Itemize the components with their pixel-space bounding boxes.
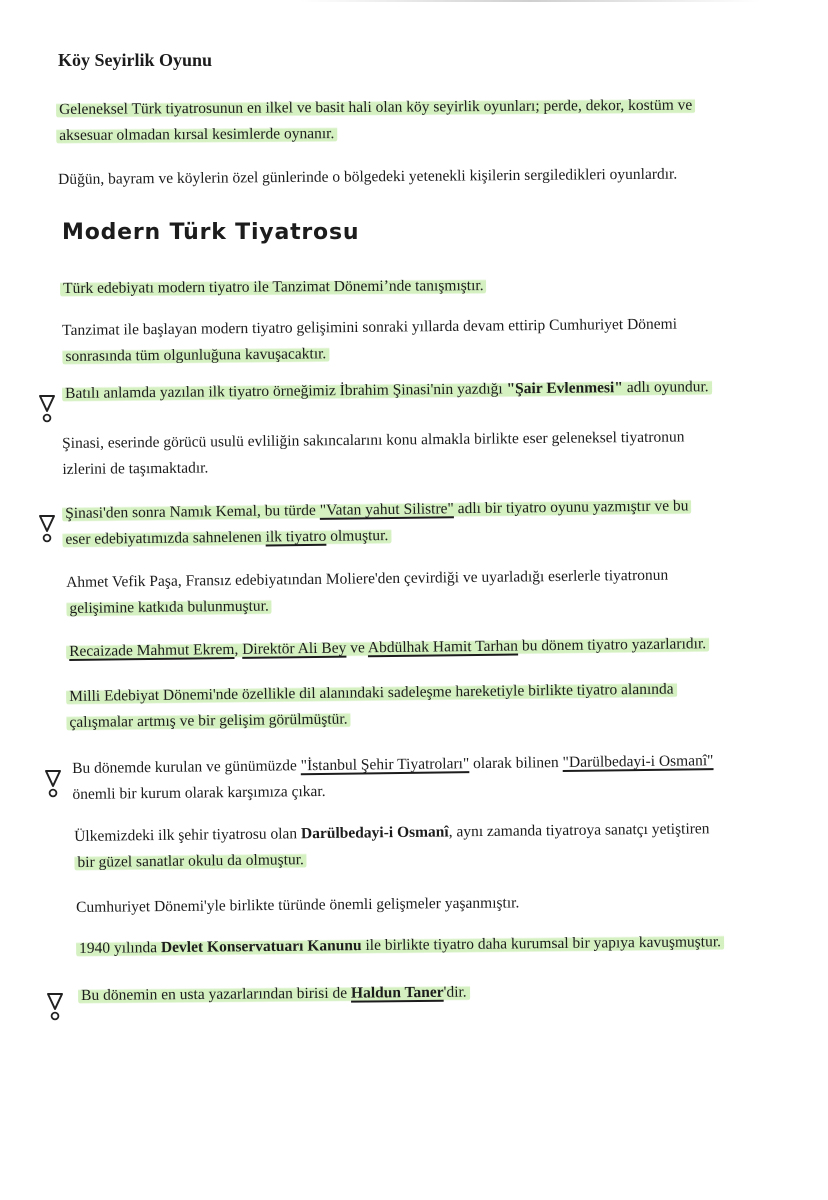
paragraph-12-line-1	[74, 820, 710, 845]
paragraph-7-line2-post: olmuştur.	[326, 527, 389, 545]
paragraph-7-line-1	[62, 497, 691, 522]
paragraph-13	[76, 890, 519, 921]
paragraph-15-post: 'dir.	[443, 983, 467, 1001]
paragraph-8	[66, 563, 669, 622]
paragraph-11-mid: olarak bilinen	[469, 754, 563, 773]
lightbulb-icon	[46, 991, 64, 1021]
paragraph-9-line	[66, 635, 709, 660]
paragraph-14-bold: Devlet Konservatuarı Kanunu	[160, 937, 362, 957]
lightbulb-icon	[38, 513, 56, 543]
paragraph-7-pre: Şinasi'den sonra Namık Kemal, bu türde	[65, 501, 320, 522]
paragraph-7-line2-pre: eser edebiyatımızda sahnelenen	[65, 528, 266, 548]
paragraph-14-line	[76, 933, 724, 957]
paragraph-9-post: bu dönem tiyatro yazarlarıdır.	[517, 635, 707, 655]
paragraph-12-post: , aynı zamanda tiyatroya sanatçı yetiştiren	[448, 820, 710, 841]
paragraph-14	[76, 929, 724, 962]
paragraph-8-line-1: Ahmet Vefik Paşa, Fransız edebiyatından Moliere'den çevirdiği ve uyarladığı eserlerle tiyatronun	[66, 566, 669, 591]
paragraph-4	[62, 312, 677, 370]
paragraph-5-post: adlı oyundur.	[622, 378, 709, 397]
paragraph-5	[62, 374, 712, 407]
paragraph-6	[62, 424, 685, 483]
lightbulb-icon	[38, 393, 56, 423]
paragraph-12-bold: Darülbedayi-i Osmanî	[300, 823, 449, 843]
paragraph-5-bold: "Şair Evlenmesi"	[506, 379, 624, 398]
paragraph-3-text: Türk edebiyatı modern tiyatro ile Tanzimat Dönemi’nde tanışmıştır.	[60, 277, 487, 297]
paragraph-11	[72, 748, 714, 808]
paragraph-9-sep-2: ve	[346, 639, 368, 657]
paragraph-14-pre: 1940 yılında	[79, 939, 162, 957]
paragraph-7-underline-2: ilk tiyatro	[265, 527, 327, 546]
paragraph-7-line-2	[62, 527, 391, 548]
paragraph-4-line-2: sonrasında tüm olgunluğuna kavuşacaktır.	[62, 345, 329, 365]
paragraph-11-pre: Bu dönemde kurulan ve günümüzde	[72, 757, 301, 777]
paragraph-7-underline-1: "Vatan yahut Silistre"	[319, 500, 454, 519]
paragraph-1	[56, 93, 696, 149]
paragraph-11-underline-2: "Darülbedayi-i Osmanî"	[562, 752, 714, 772]
paragraph-2	[58, 162, 677, 193]
paragraph-10-line-2: çalışmalar artmış ve bir gelişim görülmüştür.	[66, 711, 350, 731]
paragraph-9-underline-1: Recaizade Mahmut Ekrem	[69, 640, 235, 660]
paragraph-13-text: Cumhuriyet Dönemi'yle birlikte türünde önemli gelişmeler yaşanmıştır.	[76, 894, 520, 916]
paragraph-3	[60, 273, 487, 302]
paragraph-11-line-1	[72, 752, 713, 777]
paragraph-6-line-1: Şinasi, eserinde görücü usulü evliliğin sakıncalarını konu almakla birlikte eser geleneksel tiyatronun	[62, 428, 685, 452]
paragraph-15-line	[78, 984, 470, 1004]
paragraph-15-bold: Haldun Taner	[350, 983, 444, 1002]
paragraph-12-line-2: bir güzel sanatlar okulu da olmuştur.	[74, 851, 307, 871]
paragraph-5-pre: Batılı anlamda yazılan ilk tiyatro örneğimiz İbrahim Şinasi'nin yazdığı	[65, 380, 507, 402]
paragraph-9	[66, 631, 709, 665]
paragraph-6-line-2: izlerini de taşımaktadır.	[62, 459, 209, 478]
paragraph-14-post: ile birlikte tiyatro daha kurumsal bir yapıya kavuşmuştur.	[361, 933, 722, 955]
paragraph-1-line-2: aksesuar olmadan kırsal kesimlerde oynanır.	[56, 125, 337, 144]
paragraph-11-underline-1: "İstanbul Şehir Tiyatroları"	[300, 755, 470, 775]
paragraph-12	[74, 816, 710, 876]
paragraph-5-line	[62, 378, 712, 402]
paragraph-9-sep-1: ,	[234, 640, 243, 658]
paragraph-4-line-1: Tanzimat ile başlayan modern tiyatro gelişimini sonraki yıllarda devam ettirip Cumhuriyet Dönemi	[62, 315, 678, 339]
lightbulb-icon	[44, 768, 62, 798]
paragraph-7	[62, 493, 692, 553]
scan-edge-line	[300, 0, 760, 2]
paragraph-7-mid: adlı bir tiyatro oyunu yazmıştır ve bu	[453, 497, 689, 518]
paragraph-1-line-1: Geleneksel Türk tiyatrosunun en ilkel ve basit hali olan köy seyirlik oyunları; perde, dekor, kostüm ve	[56, 97, 695, 118]
paragraph-10-line-1: Milli Edebiyat Dönemi'nde özellikle dil alanındaki sadeleşme hareketiyle birlikte tiyatro alanında	[66, 681, 677, 705]
section-heading-koy-seyirlik: Köy Seyirlik Oyunu	[58, 50, 213, 70]
paragraph-2-text: Düğün, bayram ve köylerin özel günlerinde o bölgedeki yetenekli kişilerin sergiledikleri oyunlardır.	[58, 165, 678, 188]
paragraph-12-pre: Ülkemizdeki ilk şehir tiyatrosu olan	[74, 825, 302, 845]
section-heading-modern-turk-tiyatrosu: Modern Türk Tiyatrosu	[62, 220, 360, 245]
paragraph-15	[78, 980, 470, 1009]
paragraph-9-underline-2: Direktör Ali Bey	[242, 639, 347, 658]
paragraph-8-line-2: gelişimine katkıda bulunmuştur.	[66, 597, 272, 617]
paragraph-15-pre: Bu dönemin en usta yazarlarından birisi de	[81, 984, 352, 1004]
paragraph-11-line-2: önemli bir kurum olarak karşımıza çıkar.	[72, 782, 326, 803]
paragraph-9-underline-3: Abdülhak Hamit Tarhan	[367, 637, 519, 657]
paragraph-10	[66, 677, 677, 736]
